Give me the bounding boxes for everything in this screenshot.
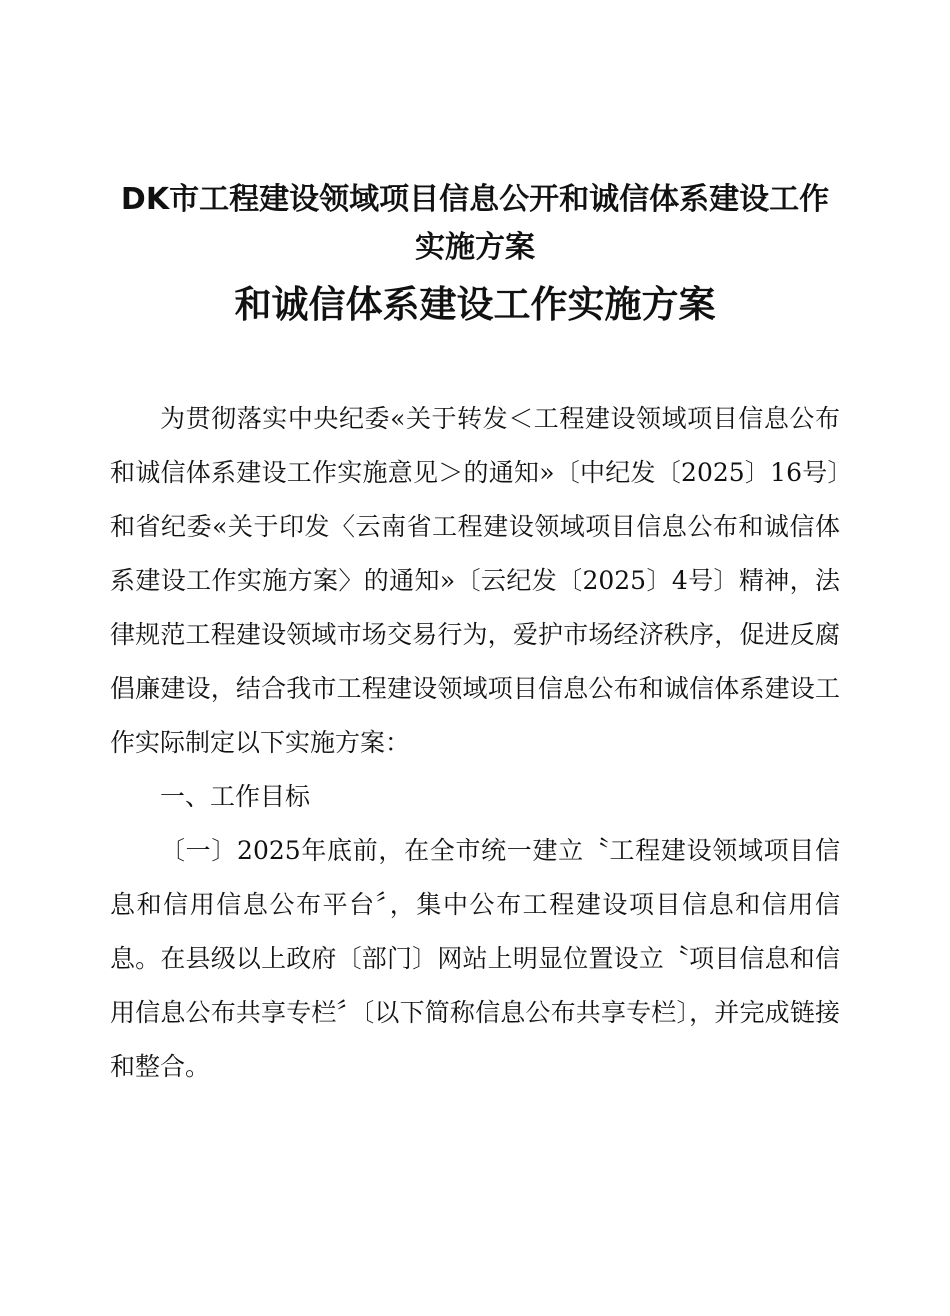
section-paragraph-1: 〔一〕2025年底前，在全市统一建立〝工程建设领域项目信息和信用信息公布平台〞，集中公布工程建设项目信息和信用信息。在县级以上政府〔部门〕网站上明显位置设立〝项目信息和信用信息公布共享专栏〞〔以下简称信息公布共享专栏〕，并完成链接和整合。 [110, 836, 840, 1081]
intro-paragraph: 为贯彻落实中央纪委«关于转发＜工程建设领域项目信息公布和诚信体系建设工作实施意见＞的通知»〔中纪发〔2025〕16号〕和省纪委«关于印发〈云南省工程建设领域项目信息公布和诚信体系建设工作实施方案〉的通知»〔云纪发〔2025〕4号〕精神，法律规范工程建设领域市场交易行为，爱护市场经济秩序，促进反腐倡廉建设，结合我市工程建设领域项目信息公布和诚信体系建设工作实际制定以下实施方案： [110, 404, 840, 757]
document-subtitle: 和诚信体系建设工作实施方案 [234, 282, 716, 326]
document-body [110, 392, 840, 1094]
document-title-line-1: DK市工程建设领域项目信息公开和诚信体系建设工作 [120, 182, 830, 217]
title-block [0, 176, 950, 332]
document-title-line-2: 实施方案 [415, 230, 535, 265]
section-heading-work-goals: 一、工作目标 [160, 782, 311, 811]
